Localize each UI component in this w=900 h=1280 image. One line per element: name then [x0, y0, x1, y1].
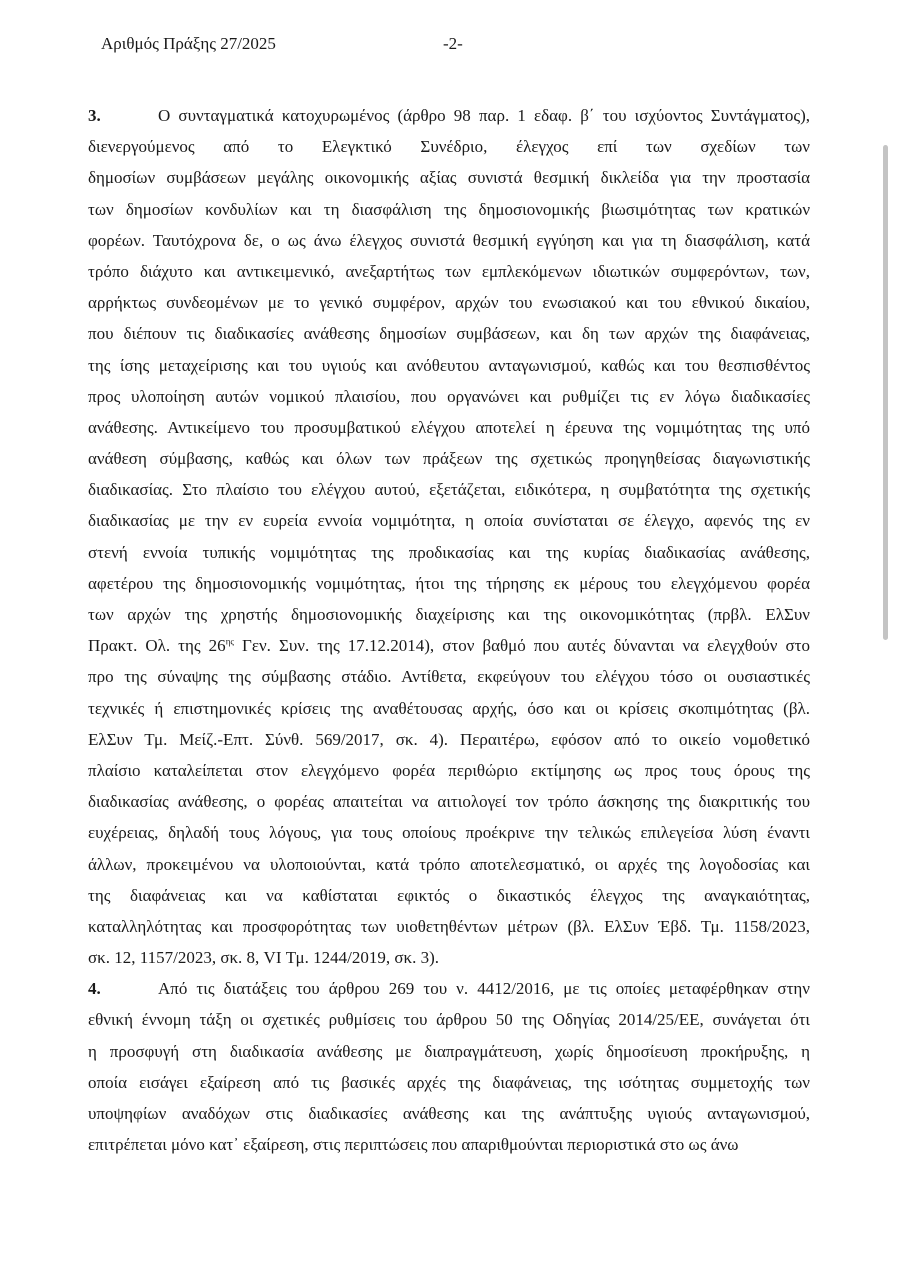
text-line-content: διενεργούμενος από το Ελεγκτικό Συνέδριο, έλεγχος επί των σχεδίων των	[88, 137, 810, 157]
text-line	[88, 1129, 810, 1160]
page-number: -2-	[443, 34, 463, 53]
text-line-content: της ίσης μεταχείρισης και του υγιούς και ανόθευτου ανταγωνισμού, καθώς και του θεσπισθέντος	[88, 355, 810, 375]
text-line-content: δημοσίων συμβάσεων μεγάλης οικονομικής αξίας συνιστά θεσμική δικλείδα για την προστασία	[88, 168, 810, 188]
text-line-content: ευχέρειας, δηλαδή τους λόγους, για τους οποίους προέκρινε την τελικώς επιλεγείσα λύση έναντι	[88, 823, 810, 843]
text-line	[88, 412, 810, 443]
text-line	[88, 568, 810, 599]
text-line-content: διαδικασίας με την εν ευρεία εννοία νομιμότητα, η οποία συνίσταται σε έλεγχο, αφενός της εν	[88, 511, 810, 531]
text-line-content: η προσφυγή στη διαδικασία ανάθεσης με διαπραγμάτευση, χωρίς δημοσίευση προκήρυξης, η	[88, 1041, 810, 1061]
document-body	[88, 100, 810, 1160]
text-line-content: εθνική έννομη τάξη οι σχετικές ρυθμίσεις του άρθρου 50 της Οδηγίας 2014/25/ΕΕ, συνάγεται ότι	[88, 1010, 810, 1030]
text-line	[88, 537, 810, 568]
text-line-content: διαδικασίας. Στο πλαίσιο του ελέγχου αυτού, εξετάζεται, ειδικότερα, η συμβατότητα της σχετικής	[88, 480, 810, 500]
text-line	[88, 443, 810, 474]
text-line-content: αρρήκτως συνδεομένων με το γενικό συμφέρον, αρχών του ενωσιακού και του εθνικού δικαίου,	[88, 293, 810, 313]
text-line-content: των δημοσίων κονδυλίων και τη διασφάλιση της δημοσιονομικής βιωσιμότητας των κρατικών	[88, 199, 810, 219]
text-line-content: πλαίσιο καταλείπεται στον ελεγχόμενο φορέα περιθώριο εκτίμησης ως προς τους όρους της	[88, 760, 810, 780]
text-line-content: διαδικασίας ανάθεσης, ο φορέας απαιτείται να αιτιολογεί τον τρόπο άσκησης της διακριτικής του	[88, 792, 810, 812]
text-line-content: 4. Από τις διατάξεις του άρθρου 269 του ν. 4412/2016, με τις οποίες μεταφέρθηκαν στην	[88, 973, 810, 1004]
text-line-content: τρόπο διάχυτο και αντικειμενικό, ανεξαρτήτως των εμπλεκόμενων ιδιωτικών συμφερόντων, των,	[88, 261, 810, 281]
text-line-content: ανάθεσης. Αντικείμενο του προσυμβατικού ελέγχου αποτελεί η έρευνα της νομιμότητας της υπό	[88, 417, 810, 437]
text-line	[88, 942, 810, 973]
text-line	[88, 505, 810, 536]
text-line	[88, 817, 810, 848]
text-line	[88, 755, 810, 786]
text-line-content: προς υλοποίηση αυτών νομικού πλαισίου, που οργανώνει και ρυθμίζει τις εν λόγω διαδικασίες	[88, 386, 810, 406]
text-line-content: στενή εννοία τυπικής νομιμότητας της προδικασίας και της κυρίας διαδικασίας ανάθεσης,	[88, 542, 810, 562]
text-line	[88, 693, 810, 724]
text-line	[88, 162, 810, 193]
text-line	[88, 350, 810, 381]
text-line	[88, 131, 810, 162]
text-line-content: σκ. 12, 1157/2023, σκ. 8, VI Τμ. 1244/2019, σκ. 3).	[88, 948, 439, 968]
text-line	[88, 599, 810, 630]
text-line	[88, 381, 810, 412]
text-line-content: ανάθεση σύμβασης, καθώς και όλων των πράξεων της σχετικώς προηγηθείσας διαγωνιστικής	[88, 449, 810, 469]
act-number-header: Αριθμός Πράξης 27/2025	[101, 34, 276, 53]
text-line-content: Πρακτ. Ολ. της $26^{\eta\varsigma}$ Γεν. Συν. της 17.12.2014), στον βαθμό που αυτές δύνανται να ελεγχθούν στο	[88, 636, 810, 656]
text-line	[88, 661, 810, 692]
text-line-content: επιτρέπεται μόνο κατ᾽ εξαίρεση, στις περιπτώσεις που απαριθμούνται περιοριστικά στο ως άνω	[88, 1135, 739, 1155]
text-line	[88, 1067, 810, 1098]
text-line-content: φορέων. Ταυτόχρονα δε, ο ως άνω έλεγχος συνιστά θεσμική εγγύηση και για τη διασφάλιση, κατά	[88, 230, 810, 250]
paragraph-number: 4.	[88, 979, 101, 999]
text-line	[88, 225, 810, 256]
text-line	[88, 100, 810, 131]
paragraph-4	[88, 973, 810, 1160]
text-line-content: υποψηφίων αναδόχων στις διαδικασίες ανάθεσης και της ανάπτυξης υγιούς ανταγωνισμού,	[88, 1104, 810, 1123]
text-line	[88, 911, 810, 942]
text-line-content: 3. Ο συνταγματικά κατοχυρωμένος (άρθρο 98 παρ. 1 εδαφ. β΄ του ισχύοντος Συντάγματος),	[88, 100, 810, 131]
text-line	[88, 849, 810, 880]
text-line	[88, 630, 810, 661]
text-line	[88, 287, 810, 318]
text-line-content: άλλων, προκειμένου να υλοποιούνται, κατά τρόπο αποτελεσματικό, οι αρχές της λογοδοσίας και	[88, 854, 810, 874]
text-line	[88, 1004, 810, 1035]
text-line	[88, 194, 810, 225]
text-line-content: της διαφάνειας και να καθίσταται εφικτός ο δικαστικός έλεγχος της αναγκαιότητας,	[88, 885, 810, 905]
text-line-content: που διέπουν τις διαδικασίες ανάθεσης δημοσίων συμβάσεων, και δη των αρχών της διαφάνειας,	[88, 324, 810, 344]
text-line-content: καταλληλότητας και προσφορότητας των υιοθετηθέντων μέτρων (βλ. ΕλΣυν Έβδ. Τμ. 1158/2023,	[88, 916, 810, 936]
text-line	[88, 880, 810, 911]
text-line	[88, 1036, 810, 1067]
text-line-content: προ της σύναψης της σύμβασης στάδιο. Αντίθετα, εκφεύγουν του ελέγχου τόσο οι ουσιαστικές	[88, 667, 810, 687]
ordinal-superscript: ης	[225, 636, 234, 647]
paragraph-3	[88, 100, 810, 973]
text-line	[88, 256, 810, 287]
text-line	[88, 786, 810, 817]
text-line	[88, 1098, 810, 1129]
vertical-scrollbar[interactable]	[881, 140, 891, 650]
text-line	[88, 318, 810, 349]
text-line-content: αφετέρου της δημοσιονομικής νομιμότητας, ήτοι της τήρησης εκ μέρους του ελεγχόμενου φορέα	[88, 573, 810, 593]
text-line-content: των αρχών της χρηστής δημοσιονομικής διαχείρισης και της οικονομικότητας (πρβλ. ΕλΣυν	[88, 605, 810, 624]
text-line	[88, 474, 810, 505]
paragraph-number: 3.	[88, 106, 101, 125]
text-line-content: τεχνικές ή επιστημονικές κρίσεις της αναθέτουσας αρχής, όσο και οι κρίσεις σκοπιμότητας (βλ.	[88, 698, 810, 718]
text-line-content: ΕλΣυν Τμ. Μείζ.-Επτ. Σύνθ. 569/2017, σκ. 4). Περαιτέρω, εφόσον από το οικείο νομοθετικό	[88, 729, 810, 749]
text-line-content: οποία εισάγει εξαίρεση από τις βασικές αρχές της διαφάνειας, της ισότητας συμμετοχής των	[88, 1072, 810, 1092]
text-line	[88, 724, 810, 755]
text-line	[88, 973, 810, 1004]
scrollbar-thumb[interactable]	[883, 145, 888, 640]
